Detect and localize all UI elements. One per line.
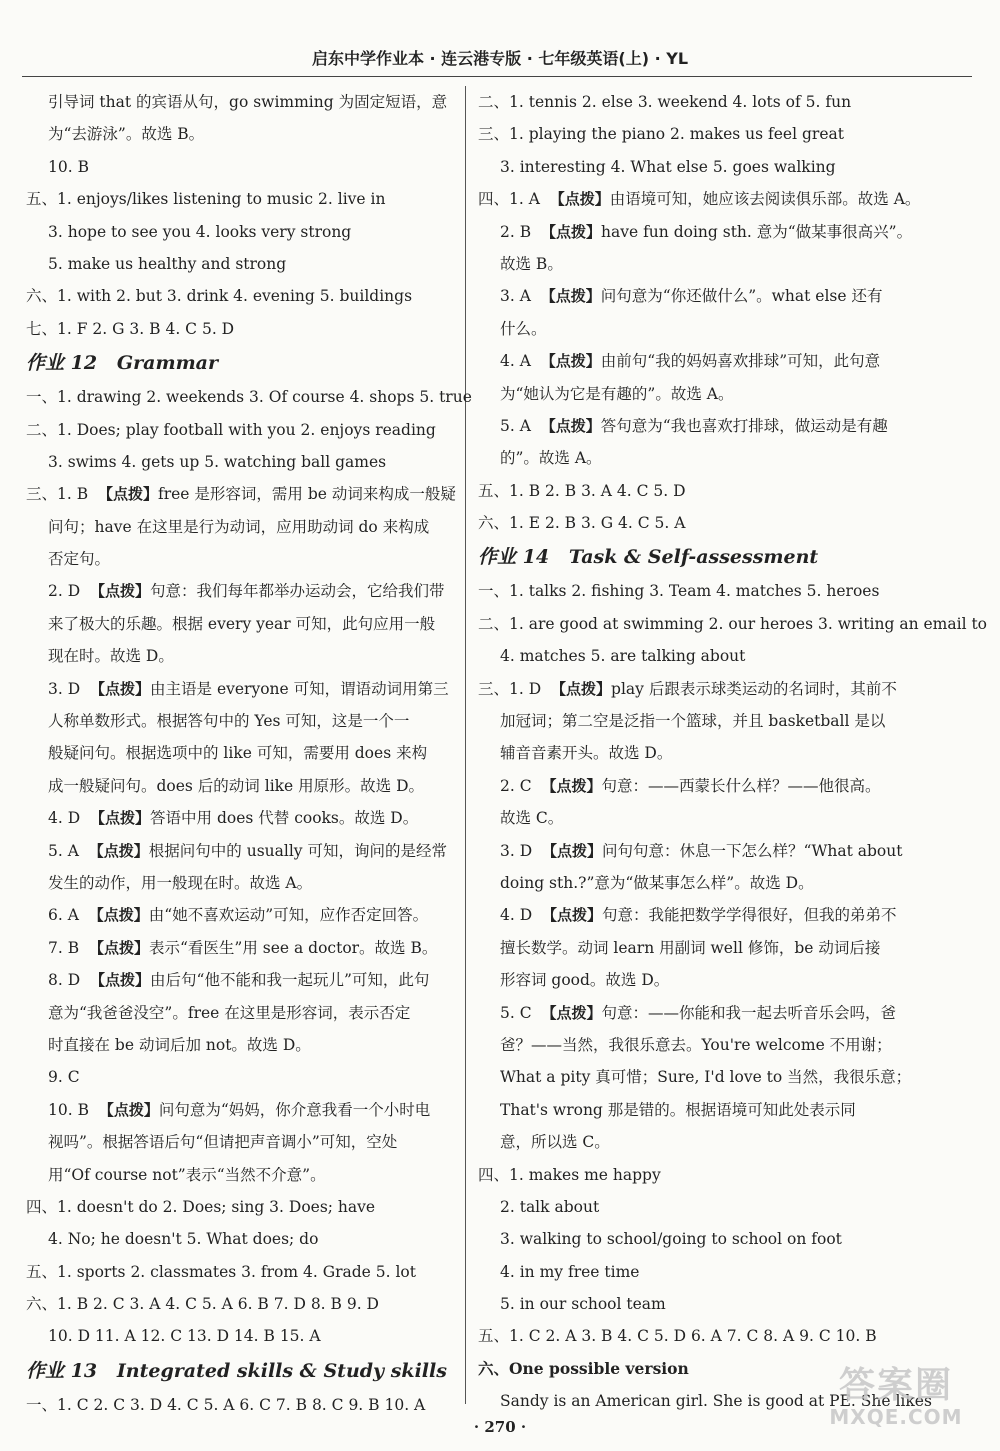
answer-line — [478, 1126, 903, 1158]
answer-line — [478, 867, 903, 899]
answer-number: 7. B — [48, 938, 80, 957]
line-text: 人称单数形式。根据答句中的 Yes 可知，这是一个一 — [48, 712, 410, 731]
answer-line — [26, 867, 451, 899]
line-text: 句意：我能把数学学得很好，但我的弟弟不 — [602, 906, 897, 925]
answer-number: 3. A — [500, 287, 531, 306]
line-text: 4. matches 5. are talking about — [500, 647, 746, 666]
line-text: 二、1. Does; play football with you 2. enjoys reading — [26, 420, 436, 439]
answer-line — [478, 770, 903, 802]
answer-line — [478, 183, 921, 215]
line-text: 七、1. F 2. G 3. B 4. C 5. D — [26, 319, 235, 338]
answer-line — [478, 410, 903, 442]
answer-number: 5. C — [500, 1003, 532, 1022]
answer-number: 2. C — [500, 776, 532, 795]
line-text: doing sth.?”意为“做某事怎么样”。故选 D。 — [500, 873, 814, 892]
watermark-top: 答案圈 — [838, 1365, 953, 1406]
line-text: 问句句意：休息一下怎么样？“What about — [602, 841, 903, 860]
answer-line — [26, 640, 451, 672]
hint-label: 【点拨】 — [551, 679, 612, 698]
line-text: Sandy is an American girl. She is good at PE. She likes — [500, 1392, 932, 1411]
answer-number: 2. D — [48, 582, 81, 601]
answer-line — [478, 248, 903, 280]
answer-line — [26, 1256, 451, 1288]
answer-number: 4. D — [500, 906, 533, 925]
line-text: free 是形容词，需用 be 动词来构成一般疑 — [157, 485, 456, 504]
line-text: 由后句“他不能和我一起玩儿”可知，此句 — [150, 971, 430, 990]
answer-line — [478, 964, 903, 996]
section-title: Grammar — [116, 352, 218, 375]
line-text: 答句意为“我也喜欢打排球，做运动是有趣 — [600, 416, 888, 435]
watermark-bottom: MXQE.COM — [829, 1405, 963, 1429]
hint-label: 【点拨】 — [540, 287, 601, 306]
line-text: 五、1. enjoys/likes listening to music 2. live in — [26, 190, 386, 209]
answer-line — [478, 442, 903, 474]
answer-line — [26, 1288, 451, 1320]
answer-line — [478, 86, 903, 118]
page-number: · 270 · — [473, 1418, 527, 1436]
answer-line — [478, 1256, 903, 1288]
line-text: 故选 C。 — [500, 809, 564, 828]
answer-line — [26, 478, 456, 510]
line-text: 10. D 11. A 12. C 13. D 14. B 15. A — [48, 1327, 321, 1346]
answer-number: 5. A — [500, 416, 531, 435]
answer-line — [478, 673, 903, 705]
answer-line — [26, 835, 451, 867]
line-text: 引导词 that 的宾语从句，go swimming 为固定短语，意 — [48, 93, 448, 111]
answer-line — [478, 378, 903, 410]
line-text: 意，所以选 C。 — [500, 1133, 610, 1152]
answer-line — [26, 770, 451, 802]
line-text: 视吗”。根据答语后句“但请把声音调小”可知，空处 — [48, 1133, 398, 1152]
column-divider — [465, 86, 466, 1404]
answer-line — [478, 608, 988, 640]
line-text: 句意：——西蒙长什么样？——他很高。 — [601, 776, 881, 795]
line-text: 一、1. talks 2. fishing 3. Team 4. matches 5. heroes — [478, 582, 880, 601]
line-text: 句意：我们每年都举办运动会，它给我们带 — [150, 582, 445, 601]
answer-number: 3. D — [48, 679, 81, 698]
line-text: 一、1. drawing 2. weekends 3. Of course 4. shops 5. true — [26, 388, 472, 407]
line-text: 六、1. B 2. C 3. A 4. C 5. A 6. B 7. D 8. B 9. D — [26, 1295, 379, 1314]
answer-line — [26, 997, 451, 1029]
line-text: 由语境可知，她应该去阅读俱乐部。故选 A。 — [609, 190, 921, 209]
answer-line — [26, 608, 451, 640]
line-text: 意为“我爸爸没空”。free 在这里是形容词，表示否定 — [48, 1003, 411, 1022]
line-text: 四、1. makes me happy — [478, 1165, 661, 1184]
line-text: 由主语是 everyone 可知，谓语动词用第三 — [150, 679, 449, 698]
answer-line — [26, 964, 451, 996]
answer-line — [478, 151, 903, 183]
answer-number: 四、1. A — [478, 190, 540, 209]
hint-label: 【点拨】 — [540, 222, 601, 241]
answer-line — [478, 1320, 903, 1352]
answer-line — [478, 1159, 903, 1191]
line-text: 般疑问句。根据选项中的 like 可知，需要用 does 来构 — [48, 744, 428, 763]
line-text: 由前句“我的妈妈喜欢排球”可知，此句意 — [600, 352, 881, 371]
line-text: 六、One possible version — [478, 1358, 689, 1378]
answer-line — [26, 381, 472, 413]
line-text: 爸？——当然，我很乐意去。You're welcome 不用谢； — [500, 1035, 892, 1054]
hint-label: 【点拨】 — [90, 809, 151, 828]
section-title: Task & Self-assessment — [568, 546, 819, 569]
hint-label: 【点拨】 — [88, 906, 149, 925]
answer-line — [26, 673, 451, 705]
hint-label: 【点拨】 — [90, 971, 151, 990]
line-text: 问句意为“你还做什么”。what else 还有 — [600, 287, 883, 306]
line-text: 五、1. C 2. A 3. B 4. C 5. D 6. A 7. C 8. A 9. C 10. B — [478, 1327, 877, 1346]
answer-line — [26, 1389, 451, 1421]
answer-line — [478, 640, 903, 672]
answer-line — [478, 280, 903, 312]
line-text: 5. make us healthy and strong — [48, 254, 287, 273]
line-text: 为“她认为它是有趣的”。故选 A。 — [500, 384, 734, 403]
hint-label: 【点拨】 — [542, 841, 603, 860]
answer-number: 4. A — [500, 352, 531, 371]
answer-line — [26, 575, 451, 607]
line-text: 辅音音素开头。故选 D。 — [500, 744, 673, 763]
answer-number: 2. B — [500, 222, 532, 241]
hint-label: 【点拨】 — [88, 841, 149, 860]
answer-line — [26, 280, 451, 312]
line-text: 4. in my free time — [500, 1262, 640, 1281]
answer-line — [478, 345, 903, 377]
line-text: 二、1. tennis 2. else 3. weekend 4. lots of 5. fun — [478, 93, 852, 111]
line-text: 问句意为“妈妈，你介意我看一个小时电 — [158, 1100, 431, 1119]
answer-line — [26, 899, 451, 931]
line-text: 形容词 good。故选 D。 — [500, 971, 670, 990]
answer-line — [26, 1061, 451, 1093]
answer-line — [478, 118, 903, 150]
hint-label: 【点拨】 — [90, 582, 151, 601]
line-text: 3. hope to see you 4. looks very strong — [48, 222, 352, 241]
line-text: 现在时。故选 D。 — [48, 647, 174, 666]
line-text: 为“去游泳”。故选 B。 — [48, 125, 205, 144]
answer-line — [478, 1223, 903, 1255]
answer-line — [478, 705, 903, 737]
line-text: 故选 B。 — [500, 254, 563, 273]
line-text: 问句；have 在这里是行为动词，应用助动词 do 来构成 — [48, 517, 430, 536]
section-number: 作业 14 — [478, 546, 550, 569]
section-heading — [478, 539, 903, 575]
answer-line — [478, 835, 903, 867]
answer-line — [26, 932, 451, 964]
header-title: 启东中学作业本 · 连云港专版 · 七年级英语(上) · YL — [311, 49, 689, 68]
line-text: play 后跟表示球类运动的名词时，其前不 — [611, 679, 897, 698]
answer-line — [478, 313, 903, 345]
answer-line — [26, 446, 451, 478]
hint-label: 【点拨】 — [88, 938, 149, 957]
answer-line — [478, 899, 903, 931]
line-text: 10. B — [48, 157, 89, 176]
line-text: 什么。 — [500, 319, 547, 338]
answer-number: 三、1. D — [478, 679, 542, 698]
answer-line — [26, 511, 451, 543]
hint-label: 【点拨】 — [90, 679, 151, 698]
answer-line — [26, 1029, 451, 1061]
line-text: 来了极大的乐趣。根据 every year 可知，此句应用一般 — [48, 614, 436, 633]
hint-label: 【点拨】 — [542, 906, 603, 925]
section-heading — [26, 345, 451, 381]
answer-line — [26, 216, 451, 248]
line-text: 二、1. are good at swimming 2. our heroes 3. writing an email to — [478, 614, 988, 633]
line-text: 由“她不喜欢运动”可知，应作否定回答。 — [148, 906, 429, 925]
answer-line — [26, 802, 451, 834]
answer-line — [26, 1126, 451, 1158]
line-text: 根据问句中的 usually 可知，询问的是经常 — [148, 841, 447, 860]
line-text: 3. swims 4. gets up 5. watching ball games — [48, 452, 387, 471]
line-text: 三、1. playing the piano 2. makes us feel great — [478, 125, 844, 144]
line-text: 9. C — [48, 1068, 80, 1087]
line-text: 时直接在 be 动词后加 not。故选 D。 — [48, 1035, 311, 1054]
answer-number: 5. A — [48, 841, 79, 860]
answer-line — [478, 1029, 903, 1061]
line-text: 否定句。 — [48, 550, 111, 569]
line-text: 用“Of course not”表示“当然不介意”。 — [48, 1165, 326, 1184]
watermark-logo — [826, 1366, 966, 1432]
answer-line — [26, 183, 451, 215]
hint-label: 【点拨】 — [97, 485, 158, 504]
hint-label: 【点拨】 — [549, 190, 610, 209]
answer-line — [478, 737, 903, 769]
line-text: 2. talk about — [500, 1197, 600, 1216]
line-text: 答语中用 does 代替 cooks。故选 D。 — [150, 809, 419, 828]
line-text: 5. in our school team — [500, 1295, 666, 1314]
section-title: Integrated skills & Study skills — [116, 1359, 447, 1382]
line-text: have fun doing sth. 意为“做某事很高兴”。 — [600, 222, 913, 241]
line-text: 3. walking to school/going to school on foot — [500, 1230, 842, 1249]
header-rule — [22, 76, 972, 77]
line-text: 4. No; he doesn't 5. What does; do — [48, 1230, 319, 1249]
hint-label: 【点拨】 — [540, 416, 601, 435]
answer-number: 3. D — [500, 841, 533, 860]
line-text: What a pity 真可惜；Sure, I'd love to 当然，我很乐意； — [500, 1068, 912, 1087]
answer-line — [26, 86, 451, 118]
answer-line — [478, 997, 903, 1029]
line-text: 3. interesting 4. What else 5. goes walking — [500, 157, 836, 176]
left-column — [26, 86, 472, 1421]
answer-number: 8. D — [48, 971, 81, 990]
answer-number: 4. D — [48, 809, 81, 828]
section-heading — [26, 1353, 451, 1389]
answer-line — [478, 1061, 912, 1093]
line-text: That's wrong 那是错的。根据语境可知此处表示同 — [500, 1100, 856, 1119]
hint-label: 【点拨】 — [541, 776, 602, 795]
hint-label: 【点拨】 — [540, 352, 601, 371]
answer-line — [478, 932, 903, 964]
answer-line — [478, 1191, 903, 1223]
line-text: 的”。故选 A。 — [500, 449, 602, 468]
hint-label: 【点拨】 — [98, 1100, 159, 1119]
answer-line — [478, 1288, 903, 1320]
answer-line — [478, 507, 903, 539]
answer-line — [26, 1159, 451, 1191]
answer-line — [26, 1320, 451, 1352]
answer-line — [26, 737, 451, 769]
line-text: 成一般疑问句。does 后的动词 like 用原形。故选 D。 — [48, 776, 424, 795]
line-text: 六、1. E 2. B 3. G 4. C 5. A — [478, 514, 686, 533]
answer-line — [26, 248, 451, 280]
answer-line — [26, 705, 451, 737]
line-text: 四、1. doesn't do 2. Does; sing 3. Does; have — [26, 1197, 376, 1216]
answer-line — [26, 313, 451, 345]
answer-line — [478, 475, 903, 507]
line-text: 句意：——你能和我一起去听音乐会吗，爸 — [601, 1003, 896, 1022]
answer-line — [26, 118, 451, 150]
answer-line — [478, 802, 903, 834]
line-text: 一、1. C 2. C 3. D 4. C 5. A 6. C 7. B 8. C 9. B 10. A — [26, 1395, 426, 1414]
section-number: 作业 13 — [26, 1359, 98, 1382]
line-text: 六、1. with 2. but 3. drink 4. evening 5. buildings — [26, 287, 413, 306]
answer-line — [478, 216, 913, 248]
section-number: 作业 12 — [26, 352, 98, 375]
answer-line — [26, 543, 451, 575]
line-text: 五、1. sports 2. classmates 3. from 4. Grade 5. lot — [26, 1262, 416, 1281]
line-text: 五、1. B 2. B 3. A 4. C 5. D — [478, 481, 686, 500]
answer-line — [26, 151, 451, 183]
answer-line — [478, 1094, 903, 1126]
line-text: 发生的动作，用一般现在时。故选 A。 — [48, 873, 313, 892]
answer-line — [26, 414, 451, 446]
answer-line — [26, 1191, 451, 1223]
answer-number: 10. B — [48, 1100, 89, 1119]
line-text: 擅长数学。动词 learn 用副词 well 修饰，be 动词后接 — [500, 938, 881, 957]
answer-number: 6. A — [48, 906, 79, 925]
line-text: 表示“看医生”用 see a doctor。故选 B。 — [148, 938, 438, 957]
line-text: 加冠词；第二空是泛指一个篮球，并且 basketball 是以 — [500, 712, 886, 731]
hint-label: 【点拨】 — [541, 1003, 602, 1022]
answer-number: 三、1. B — [26, 485, 89, 504]
answer-line — [26, 1094, 451, 1126]
answer-line — [26, 1223, 451, 1255]
answer-line — [478, 575, 903, 607]
